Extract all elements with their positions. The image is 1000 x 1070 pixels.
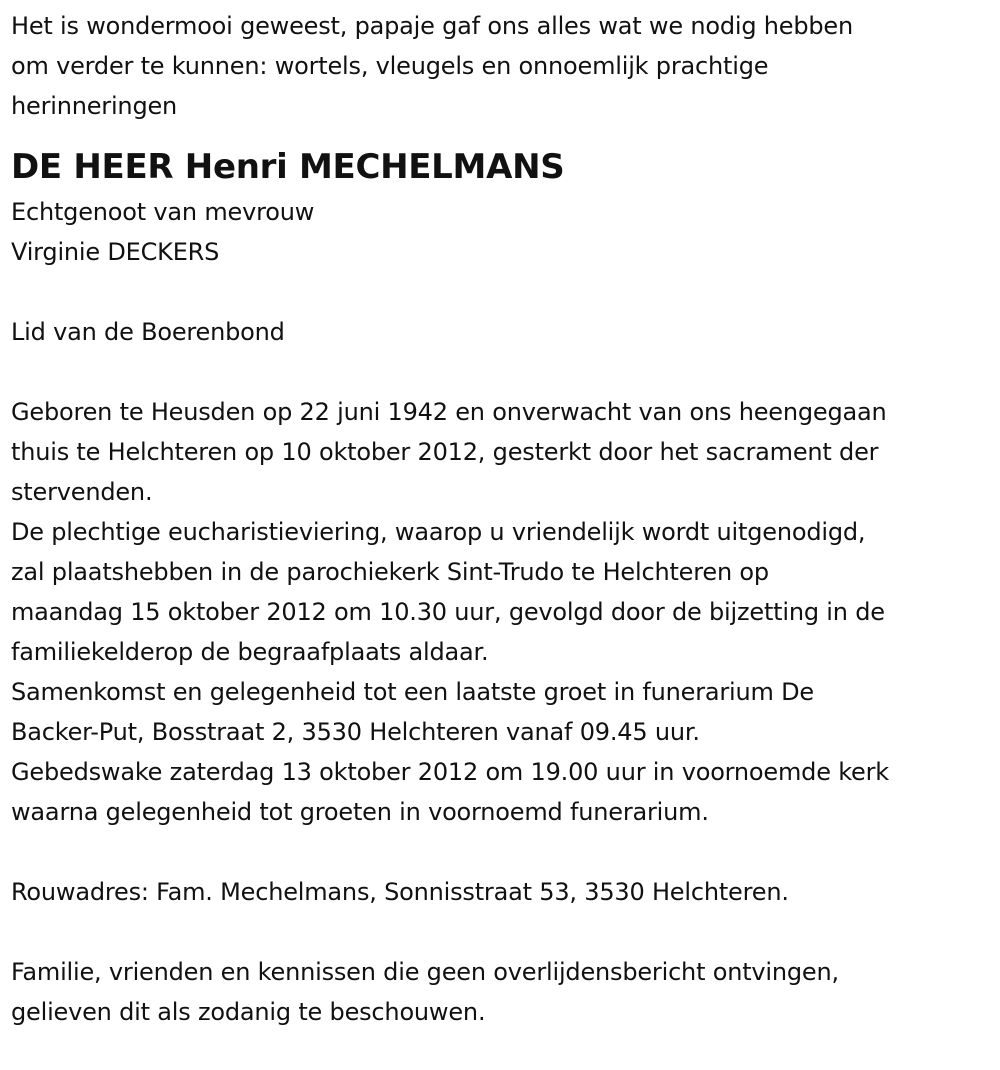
membership-text: Lid van de Boerenbond xyxy=(11,318,285,346)
details-line: thuis te Helchteren op 10 oktober 2012, gesterkt door het sacrament der xyxy=(11,438,879,466)
details-line: maandag 15 oktober 2012 om 10.30 uur, gevolgd door de bijzetting in de xyxy=(11,598,885,626)
details-line: Samenkomst en gelegenheid tot een laatste groet in funerarium De xyxy=(11,678,814,706)
details-line: stervenden. xyxy=(11,478,153,506)
deceased-name: DE HEER Henri MECHELMANS xyxy=(11,147,565,187)
intro-line: Het is wondermooi geweest, papaje gaf ons alles wat we nodig hebben xyxy=(11,12,854,40)
spouse-line: Echtgenoot van mevrouw xyxy=(11,198,315,226)
closing-text xyxy=(11,952,996,1032)
intro-text xyxy=(11,6,996,126)
spacer xyxy=(11,272,996,312)
spouse-info xyxy=(11,192,996,272)
details-line: De plechtige eucharistieviering, waarop u vriendelijk wordt uitgenodigd, xyxy=(11,518,866,546)
closing-line: Familie, vrienden en kennissen die geen overlijdensbericht ontvingen, xyxy=(11,958,839,986)
spacer xyxy=(11,352,996,392)
details-line: zal plaatshebben in de parochiekerk Sint-Trudo te Helchteren op xyxy=(11,558,769,586)
intro-line: herinneringen xyxy=(11,92,178,120)
details-line: Gebedswake zaterdag 13 oktober 2012 om 19.00 uur in voornoemde kerk xyxy=(11,758,889,786)
details-line: Backer-Put, Bosstraat 2, 3530 Helchteren vanaf 09.45 uur. xyxy=(11,718,700,746)
ceremony-details xyxy=(11,392,996,832)
details-line: familiekelderop de begraafplaats aldaar. xyxy=(11,638,489,666)
spouse-line: Virginie DECKERS xyxy=(11,238,220,266)
spacer xyxy=(11,912,996,952)
closing-line: gelieven dit als zodanig te beschouwen. xyxy=(11,998,486,1026)
obituary-notice xyxy=(11,6,996,1032)
mourning-address: Rouwadres: Fam. Mechelmans, Sonnisstraat 53, 3530 Helchteren. xyxy=(11,878,789,906)
details-line: Geboren te Heusden op 22 juni 1942 en onverwacht van ons heengegaan xyxy=(11,398,887,426)
details-line: waarna gelegenheid tot groeten in voornoemd funerarium. xyxy=(11,798,709,826)
intro-line: om verder te kunnen: wortels, vleugels en onnoemlijk prachtige xyxy=(11,52,769,80)
spacer xyxy=(11,832,996,872)
